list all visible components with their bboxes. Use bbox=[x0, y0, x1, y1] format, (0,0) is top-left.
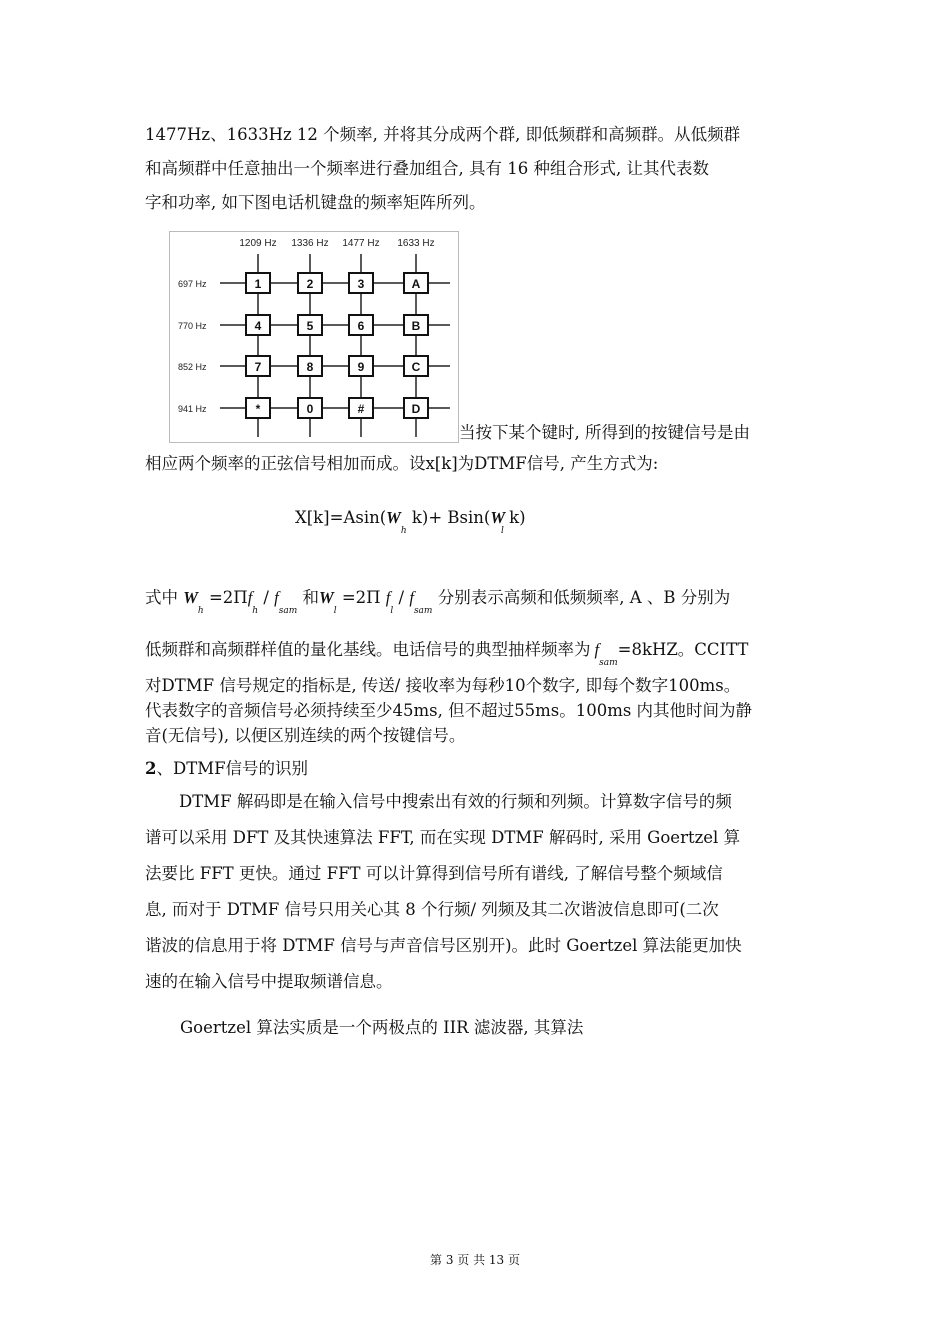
dtmf-keypad-figure bbox=[169, 231, 459, 443]
col-freq-label: 1209 Hz bbox=[239, 238, 277, 249]
where-line bbox=[145, 584, 731, 616]
where-and: 和 bbox=[302, 588, 320, 607]
para3 bbox=[145, 784, 810, 1000]
para2-sub-sam: sam bbox=[599, 658, 618, 668]
after-figure-line-1: 当按下某个键时, 所得到的按键信号是由 bbox=[459, 423, 750, 442]
where-sub-sam-1: sam bbox=[278, 606, 298, 616]
keypad-key-label: 1 bbox=[254, 277, 262, 291]
equation-sub-h: h bbox=[400, 526, 407, 536]
where-f-sub-h: h bbox=[252, 606, 259, 616]
where-f-sub-l: l bbox=[390, 606, 394, 616]
col-freq-label: 1633 Hz bbox=[397, 238, 435, 249]
keypad-key-label: 2 bbox=[306, 277, 314, 291]
keypad-key-label: 6 bbox=[357, 319, 365, 333]
para3-line-1: DTMF 解码即是在输入信号中搜索出有效的行频和列频。计算数字信号的频 bbox=[179, 792, 732, 811]
where-slash-2: / bbox=[398, 588, 405, 607]
where-prefix: 式中 bbox=[145, 588, 178, 607]
equation-lhs: X[k]=Asin( bbox=[295, 508, 387, 527]
keypad-key-label: 4 bbox=[254, 319, 262, 333]
keypad-key-label: # bbox=[357, 402, 365, 416]
keypad-matrix-svg bbox=[170, 232, 458, 442]
para2-line-4: 音(无信号), 以便区别连续的两个按键信号。 bbox=[145, 726, 466, 745]
equation-var-w-h: W bbox=[386, 508, 401, 527]
after-figure-line-2: 相应两个频率的正弦信号相加而成。设x[k]为DTMF信号, 产生方式为: bbox=[145, 454, 659, 473]
keypad-key-label: B bbox=[411, 319, 421, 333]
para3-line-4: 息, 而对于 DTMF 信号只用关心其 8 个行频/ 列频及其二次谐波信息即可(二次 bbox=[145, 900, 719, 919]
keypad-key-label: * bbox=[255, 402, 261, 416]
dtmf-equation bbox=[295, 508, 526, 536]
para3-line-5: 谐波的信息用于将 DTMF 信号与声音信号区别开)。此时 Goertzel 算法能更加快 bbox=[145, 936, 742, 955]
para2 bbox=[145, 673, 810, 748]
para4-line-1: Goertzel 算法实质是一个两极点的 IIR 滤波器, 其算法 bbox=[180, 1018, 584, 1037]
keypad-key-label: 0 bbox=[306, 402, 314, 416]
equation-sub-l: l bbox=[501, 526, 504, 536]
intro-line-3: 字和功率, 如下图电话机键盘的频率矩阵所列。 bbox=[145, 193, 486, 212]
section-heading-text: 、DTMF信号的识别 bbox=[156, 759, 309, 778]
keypad-key-label: C bbox=[411, 360, 421, 374]
para3-line-3: 法要比 FFT 更快。通过 FFT 可以计算得到信号所有谱线, 了解信号整个频域信 bbox=[145, 864, 723, 883]
para2-line-2: 对DTMF 信号规定的指标是, 传送/ 接收率为每秒10个数字, 即每个数字100ms。 bbox=[145, 676, 741, 695]
where-f-l: f bbox=[385, 588, 391, 607]
keypad-key-label: 7 bbox=[254, 360, 262, 374]
equation-mid: k)+ Bsin( bbox=[411, 508, 491, 527]
keypad-key-label: D bbox=[411, 402, 421, 416]
where-sub-sam-2: sam bbox=[413, 606, 433, 616]
section-heading-number: 2 bbox=[145, 759, 157, 778]
keypad-key-label: A bbox=[411, 277, 421, 291]
row-freq-label: 941 Hz bbox=[178, 404, 207, 414]
para2-f: f bbox=[594, 640, 600, 659]
para3-line-2: 谱可以采用 DFT 及其快速算法 FFT, 而在实现 DTMF 解码时, 采用 Goertzel 算 bbox=[145, 828, 741, 847]
col-freq-label: 1477 Hz bbox=[342, 238, 380, 249]
equation-var-w-l: W bbox=[490, 508, 506, 527]
row-freq-label: 852 Hz bbox=[178, 362, 207, 372]
keypad-key-label: 5 bbox=[306, 319, 314, 333]
para3-line-6: 速的在输入信号中提取频谱信息。 bbox=[145, 972, 393, 991]
where-f-sam-2: f bbox=[409, 588, 414, 607]
intro-paragraph bbox=[145, 118, 810, 220]
page-footer: 第 3 页 共 13 页 bbox=[430, 1253, 520, 1267]
col-freq-label: 1336 Hz bbox=[291, 238, 329, 249]
equation-end: k) bbox=[509, 508, 526, 527]
para2-line-1-b: =8kHZ。CCITT bbox=[617, 640, 749, 659]
keypad-key-label: 3 bbox=[357, 277, 365, 291]
where-rest: 分别表示高频和低频频率, A 、B 分别为 bbox=[437, 588, 731, 607]
para2-line-1-a: 低频群和高频群样值的量化基线。电话信号的典型抽样频率为 bbox=[145, 640, 591, 659]
row-freq-label: 770 Hz bbox=[178, 321, 207, 331]
row-freq-label: 697 Hz bbox=[178, 279, 207, 289]
para2-line-1 bbox=[145, 636, 749, 668]
where-sub-l: l bbox=[333, 606, 337, 616]
where-slash-1: / bbox=[263, 588, 269, 607]
where-w: W bbox=[183, 588, 198, 607]
keypad-key-label: 9 bbox=[357, 360, 365, 374]
where-sub-h: h bbox=[197, 606, 204, 616]
para2-line-3: 代表数字的音频信号必须持续至少45ms, 但不超过55ms。100ms 内其他时间为静 bbox=[145, 701, 753, 720]
intro-line-2: 和高频群中任意抽出一个频率进行叠加组合, 具有 16 种组合形式, 让其代表数 bbox=[145, 159, 709, 178]
where-eq1: =2Π bbox=[208, 588, 248, 607]
keypad-key-label: 8 bbox=[306, 360, 314, 374]
where-f-h: f bbox=[247, 588, 253, 607]
where-eq2: =2Π bbox=[341, 588, 381, 607]
intro-line-1: 1477Hz、1633Hz 12 个频率, 并将其分成两个群, 即低频群和高频群。从低频群 bbox=[145, 125, 741, 144]
where-w-l: W bbox=[319, 588, 334, 607]
where-f-sam-1: f bbox=[274, 588, 279, 607]
section-heading bbox=[145, 757, 308, 781]
